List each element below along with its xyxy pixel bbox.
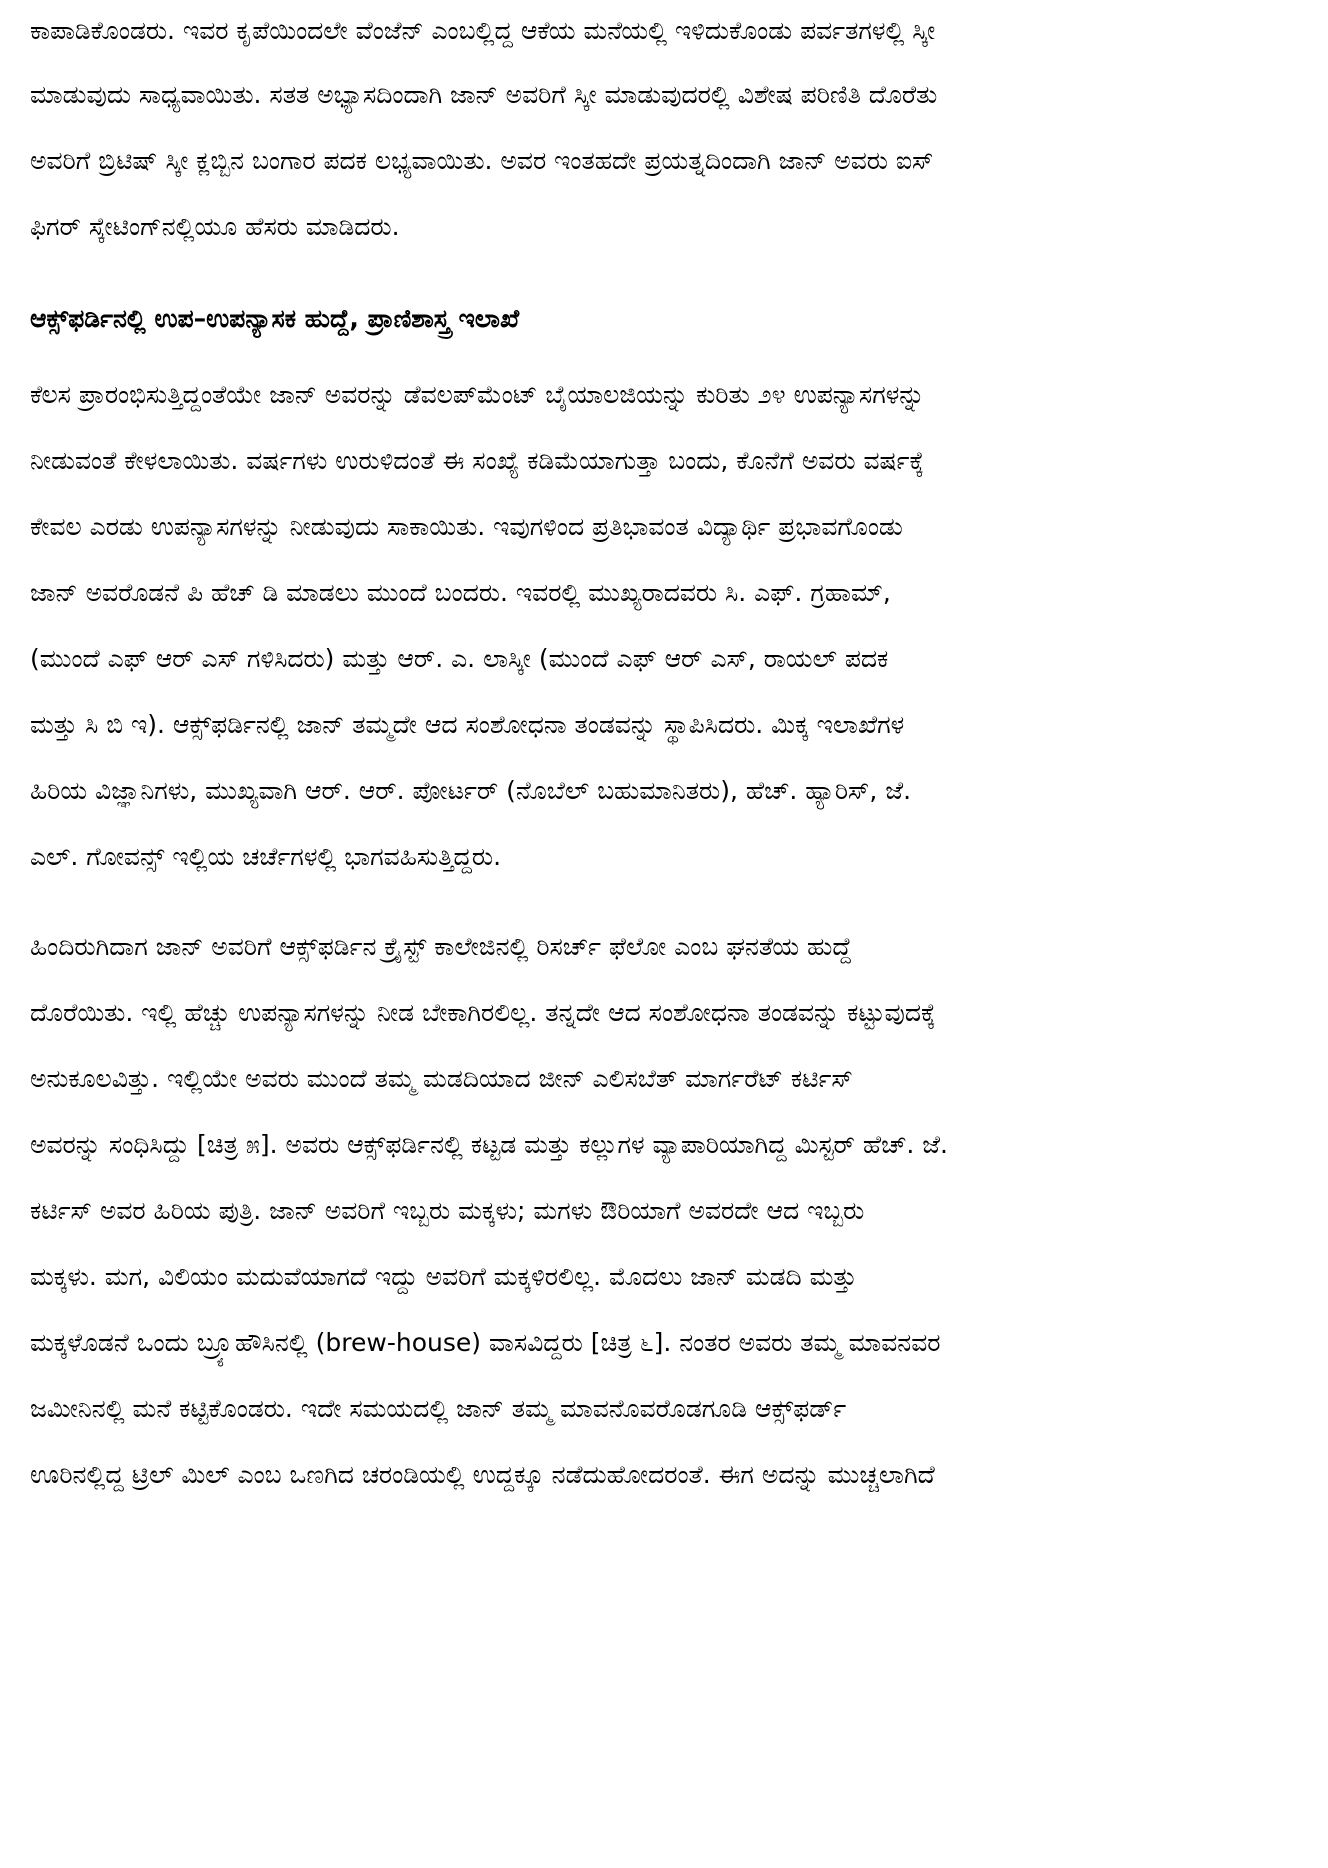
- text-line: (ಮುಂದೆ ಎಫ್ ಆರ್ ಎಸ್ ಗಳಿಸಿದರು) ಮತ್ತು ಆರ್. ಎ. ಲಾಸ್ಕೀ (ಮುಂದೆ ಎಫ್ ಆರ್ ಎಸ್, ರಾಯಲ್ ಪದಕ: [30, 644, 889, 673]
- paragraph-gap: [30, 890, 1298, 914]
- paragraph-2: [30, 362, 1298, 890]
- text-line: ನೀಡುವಂತೆ ಕೇಳಲಾಯಿತು. ವರ್ಷಗಳು ಉರುಳಿದಂತೆ ಈ ಸಂಖ್ಯೆ ಕಡಿಮೆಯಾಗುತ್ತಾ ಬಂದು, ಕೊನೆಗೆ ಅವರು ವರ್ಷಕ್ಕೆ: [30, 446, 925, 475]
- text-line: ಎಲ್. ಗೋವನ್ಸ್ ಇಲ್ಲಿಯ ಚರ್ಚೆಗಳಲ್ಲಿ ಭಾಗವಹಿಸುತ್ತಿದ್ದರು.: [30, 842, 502, 871]
- text-line: ಊರಿನಲ್ಲಿದ್ದ ಟ್ರಿಲ್ ಮಿಲ್ ಎಂಬ ಒಣಗಿದ ಚರಂಡಿಯಲ್ಲಿ ಉದ್ದಕ್ಕೂ ನಡೆದುಹೋದರಂತೆ. ಈಗ ಅದನ್ನು ಮುಚ್ಚಲಾಗಿದೆ: [30, 1460, 935, 1489]
- text-line: ಅವರನ್ನು ಸಂಧಿಸಿದ್ದು [ಚಿತ್ರ ೫]. ಅವರು ಆಕ್ಸ್‌ಫರ್ಡಿನಲ್ಲಿ ಕಟ್ಟಡ ಮತ್ತು ಕಲ್ಲುಗಳ ವ್ಯಾಪಾರಿಯಾಗಿದ್ದ ಮಿಸ್ಟರ್ ಹೆಚ್. ಜೆ.: [30, 1130, 948, 1159]
- text-line: ಕಾಪಾಡಿಕೊಂಡರು. ಇವರ ಕೃಪೆಯಿಂದಲೇ ವೆಂಜೆನ್ ಎಂಬಲ್ಲಿದ್ದ ಆಕೆಯ ಮನೆಯಲ್ಲಿ ಇಳಿದುಕೊಂಡು ಪರ್ವತಗಳಲ್ಲಿ ಸ್ಕೀ: [30, 16, 936, 45]
- text-line: ಅನುಕೂಲವಿತ್ತು. ಇಲ್ಲಿಯೇ ಅವರು ಮುಂದೆ ತಮ್ಮ ಮಡದಿಯಾದ ಜೀನ್ ಎಲಿಸಬೆತ್ ಮಾರ್ಗರೆಟ್ ಕರ್ಟಿಸ್: [30, 1064, 853, 1093]
- text-line: ಕೆಲಸ ಪ್ರಾರಂಭಿಸುತ್ತಿದ್ದಂತೆಯೇ ಜಾನ್ ಅವರನ್ನು ಡೆವಲಪ್‌ಮೆಂಟ್ ಬೈಯಾಲಜಿಯನ್ನು ಕುರಿತು ೨೪ ಉಪನ್ಯಾಸಗಳನ್ನು: [30, 380, 925, 409]
- text-line: ಕೇವಲ ಎರಡು ಉಪನ್ಯಾಸಗಳನ್ನು ನೀಡುವುದು ಸಾಕಾಯಿತು. ಇವುಗಳಿಂದ ಪ್ರತಿಭಾವಂತ ವಿದ್ಯಾರ್ಥಿ ಪ್ರಭಾವಗೊಂಡು: [30, 512, 903, 541]
- text-line: ಮಕ್ಕಳು. ಮಗ, ವಿಲಿಯಂ ಮದುವೆಯಾಗದೆ ಇದ್ದು ಅವರಿಗೆ ಮಕ್ಕಳಿರಲಿಲ್ಲ. ಮೊದಲು ಜಾನ್ ಮಡದಿ ಮತ್ತು: [30, 1262, 857, 1291]
- text-line: ಮತ್ತು ಸಿ ಬಿ ಇ). ಆಕ್ಸ್‌ಫರ್ಡಿನಲ್ಲಿ ಜಾನ್ ತಮ್ಮದೇ ಆದ ಸಂಶೋಧನಾ ತಂಡವನ್ನು ಸ್ಥಾಪಿಸಿದರು. ಮಿಕ್ಕ ಇಲಾಖೆಗಳ: [30, 710, 905, 739]
- text-line: ಹಿಂದಿರುಗಿದಾಗ ಜಾನ್ ಅವರಿಗೆ ಆಕ್ಸ್‌ಫರ್ಡಿನ ಕ್ರೈಸ್ಟ್ ಕಾಲೇಜಿನಲ್ಲಿ ರಿಸರ್ಚ್ ಫೆಲೋ ಎಂಬ ಘನತೆಯ ಹುದ್ದೆ: [30, 932, 852, 961]
- document-page: [30, 0, 1298, 1868]
- text-line: ಕರ್ಟಿಸ್ ಅವರ ಹಿರಿಯ ಪುತ್ರಿ. ಜಾನ್ ಅವರಿಗೆ ಇಬ್ಬರು ಮಕ್ಕಳು; ಮಗಳು ಔರಿಯಾಗೆ ಅವರದೇ ಆದ ಇಬ್ಬರು: [30, 1196, 865, 1225]
- text-line: ಮಕ್ಕಳೊಡನೆ ಒಂದು ಬ್ರ್ಯೂಹೌಸಿನಲ್ಲಿ (brew-house) ವಾಸವಿದ್ದರು [ಚಿತ್ರ ೬]. ನಂತರ ಅವರು ತಮ್ಮ ಮಾವನವರ: [30, 1328, 941, 1357]
- paragraph-3: [30, 914, 1298, 1508]
- section-heading: ಆಕ್ಸ್‌ಫರ್ಡಿನಲ್ಲಿ ಉಪ–ಉಪನ್ಯಾಸಕ ಹುದ್ದೆ, ಪ್ರಾಣಿಶಾಸ್ತ್ರ ಇಲಾಖೆ: [30, 304, 520, 333]
- paragraph-gap: [30, 260, 1298, 284]
- text-line: ಜಾನ್ ಅವರೊಡನೆ ಪಿ ಹೆಚ್ ಡಿ ಮಾಡಲು ಮುಂದೆ ಬಂದರು. ಇವರಲ್ಲಿ ಮುಖ್ಯರಾದವರು ಸಿ. ಎಫ್. ಗ್ರಹಾಮ್,: [30, 578, 891, 607]
- text-line: ಅವರಿಗೆ ಬ್ರಿಟಿಷ್ ಸ್ಕೀ ಕ್ಲಬ್ಬಿನ ಬಂಗಾರ ಪದಕ ಲಭ್ಯವಾಯಿತು. ಅವರ ಇಂತಹದೇ ಪ್ರಯತ್ನದಿಂದಾಗಿ ಜಾನ್ ಅವರು ಐಸ್: [30, 146, 934, 175]
- text-line: ಹಿರಿಯ ವಿಜ್ಞಾನಿಗಳು, ಮುಖ್ಯವಾಗಿ ಆರ್. ಆರ್. ಪೋರ್ಟರ್ (ನೊಬೆಲ್ ಬಹುಮಾನಿತರು), ಹೆಚ್. ಹ್ಯಾರಿಸ್, ಜೆ.: [30, 776, 912, 805]
- text-line: ಮಾಡುವುದು ಸಾಧ್ಯವಾಯಿತು. ಸತತ ಅಭ್ಯಾಸದಿಂದಾಗಿ ಜಾನ್ ಅವರಿಗೆ ಸ್ಕೀ ಮಾಡುವುದರಲ್ಲಿ ವಿಶೇಷ ಪರಿಣಿತಿ ದೊರೆತು: [30, 80, 938, 109]
- text-line: ದೊರೆಯಿತು. ಇಲ್ಲಿ ಹೆಚ್ಚು ಉಪನ್ಯಾಸಗಳನ್ನು ನೀಡ ಬೇಕಾಗಿರಲಿಲ್ಲ. ತನ್ನದೇ ಆದ ಸಂಶೋಧನಾ ತಂಡವನ್ನು ಕಟ್ಟುವುದಕ್ಕೆ: [30, 998, 936, 1027]
- paragraph-1: [30, 0, 1298, 260]
- text-line: ಜಮೀನಿನಲ್ಲಿ ಮನೆ ಕಟ್ಟಿಕೊಂಡರು. ಇದೇ ಸಮಯದಲ್ಲಿ ಜಾನ್ ತಮ್ಮ ಮಾವನೊವರೊಡಗೂಡಿ ಆಕ್ಸ್‌ಫರ್ಡ್: [30, 1394, 847, 1423]
- text-line: ಫಿಗರ್ ಸ್ಕೇಟಿಂಗ್‌ನಲ್ಲಿಯೂ ಹೆಸರು ಮಾಡಿದರು.: [30, 212, 400, 241]
